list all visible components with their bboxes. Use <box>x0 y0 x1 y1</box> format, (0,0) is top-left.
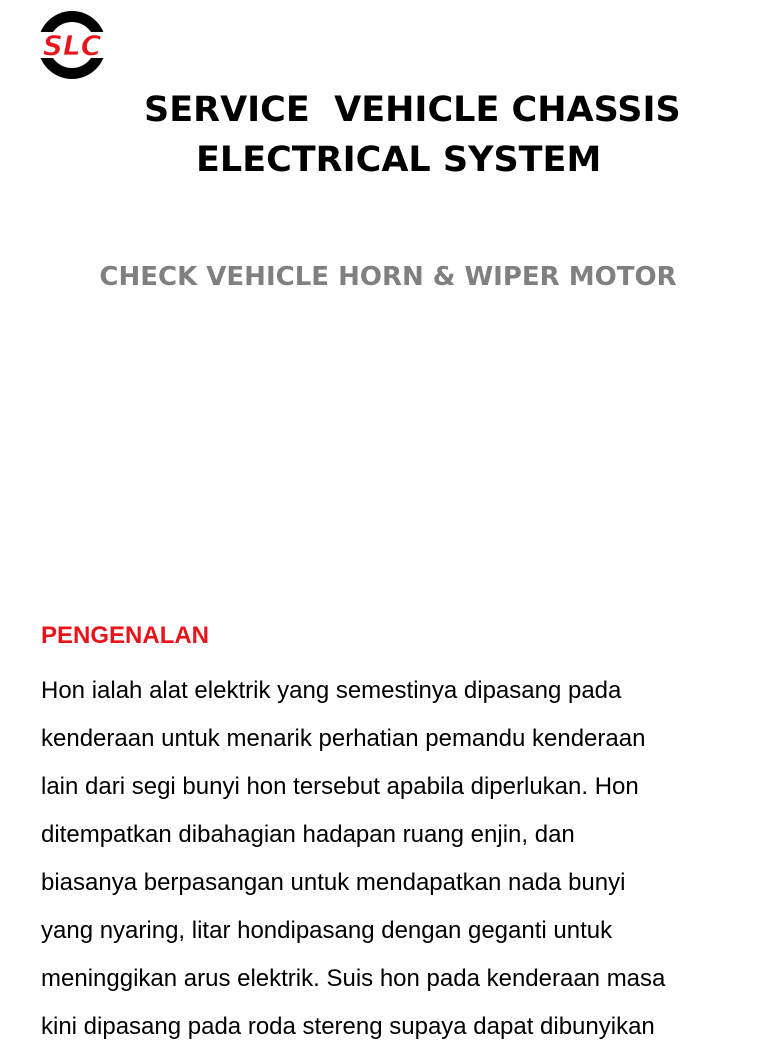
slc-logo-text: SLC <box>42 29 102 62</box>
title-line-2: ELECTRICAL SYSTEM <box>196 140 602 180</box>
title-line-1: SERVICE VEHICLE CHASSIS <box>144 90 681 130</box>
body-line: biasanya berpasangan untuk mendapatkan nada bunyi <box>41 869 626 896</box>
body-line: meninggikan arus elektrik. Suis hon pada kenderaan masa <box>41 965 666 992</box>
body-line: Hon ialah alat elektrik yang semestinya dipasang pada <box>41 677 622 704</box>
body-line: kenderaan untuk menarik perhatian pemandu kenderaan <box>41 725 646 752</box>
document-subtitle: CHECK VEHICLE HORN & WIPER MOTOR <box>99 262 677 292</box>
body-line: yang nyaring, litar hondipasang dengan geganti untuk <box>41 917 613 944</box>
body-line: ditempatkan dibahagian hadapan ruang enjin, dan <box>41 821 575 848</box>
slc-logo <box>12 8 132 84</box>
body-line: lain dari segi bunyi hon tersebut apabila diperlukan. Hon <box>41 773 639 800</box>
section-heading: PENGENALAN <box>41 622 210 649</box>
body-line: kini dipasang pada roda stereng supaya dapat dibunyikan <box>41 1013 655 1040</box>
section-body <box>41 667 761 1051</box>
